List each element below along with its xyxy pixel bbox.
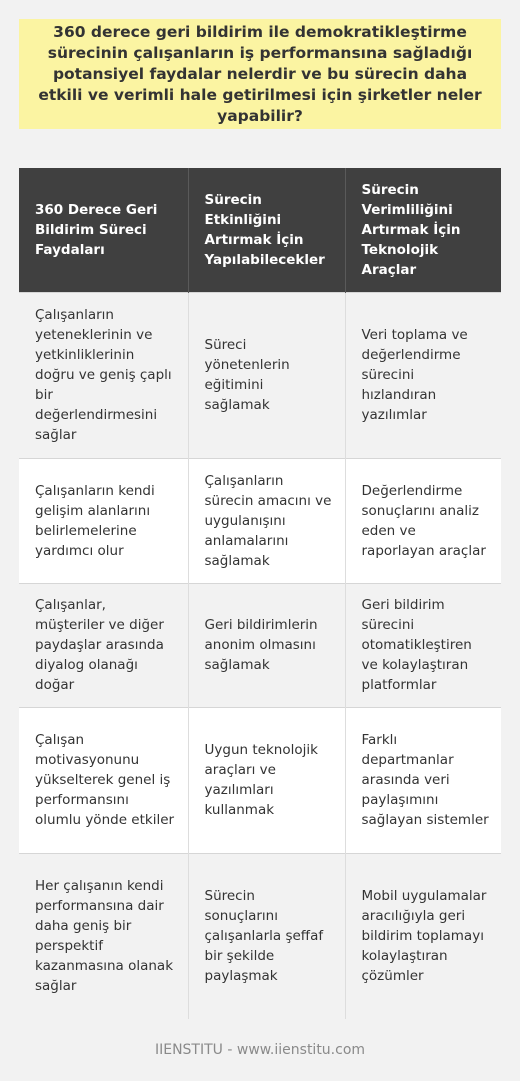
table-row — [19, 853, 501, 1019]
table-cell: Farklı departmanlar arasında veri paylaşımını sağlayan sistemler — [345, 707, 501, 853]
column-header-effectiveness: Sürecin Etkinliğini Artırmak İçin Yapılabilecekler — [188, 168, 345, 292]
table-cell: Süreci yönetenlerin eğitimini sağlamak — [188, 292, 345, 458]
table-cell: Çalışanların yeteneklerinin ve yetkinliklerinin doğru ve geniş çaplı bir değerlendirmesini sağlar — [19, 292, 188, 458]
table-row — [19, 292, 501, 458]
title-banner — [19, 19, 501, 129]
table-cell: Çalışanlar, müşteriler ve diğer paydaşlar arasında diyalog olanağı doğar — [19, 583, 188, 707]
table-cell: Uygun teknolojik araçları ve yazılımları kullanmak — [188, 707, 345, 853]
table-cell: Geri bildirim sürecini otomatikleştiren ve kolaylaştıran platformlar — [345, 583, 501, 707]
table-row — [19, 707, 501, 853]
table-cell: Geri bildirimlerin anonim olmasını sağlamak — [188, 583, 345, 707]
footer-credit: IIENSTITU - www.iienstitu.com — [154, 1042, 366, 1058]
table-cell: Mobil uygulamalar aracılığıyla geri bildirim toplamayı kolaylaştıran çözümler — [345, 853, 501, 1019]
table-row — [19, 458, 501, 583]
table-cell: Veri toplama ve değerlendirme sürecini hızlandıran yazılımlar — [345, 292, 501, 458]
page-title: 360 derece geri bildirim ile demokratikleştirme sürecinin çalışanların iş performansına sağladığı potansiyel faydalar nelerdir ve bu sürecin daha etkili ve verimli hale getirilmesi için şirketler neler yapabilir? — [38, 22, 482, 125]
table-row — [19, 583, 501, 707]
table-cell: Her çalışanın kendi performansına dair daha geniş bir perspektif kazanmasına olanak sağlar — [19, 853, 188, 1019]
table-cell: Sürecin sonuçlarını çalışanlarla şeffaf bir şekilde paylaşmak — [188, 853, 345, 1019]
table-cell: Çalışanların sürecin amacını ve uygulanışını anlamalarını sağlamak — [188, 458, 345, 583]
table-header-row — [19, 168, 501, 292]
comparison-table — [19, 168, 501, 1019]
column-header-benefits: 360 Derece Geri Bildirim Süreci Faydaları — [19, 168, 188, 292]
table-cell: Çalışanların kendi gelişim alanlarını belirlemelerine yardımcı olur — [19, 458, 188, 583]
table-cell: Çalışan motivasyonunu yükselterek genel iş performansını olumlu yönde etkiler — [19, 707, 188, 853]
table-cell: Değerlendirme sonuçlarını analiz eden ve raporlayan araçlar — [345, 458, 501, 583]
column-header-tools: Sürecin Verimliliğini Artırmak İçin Teknolojik Araçlar — [345, 168, 501, 292]
